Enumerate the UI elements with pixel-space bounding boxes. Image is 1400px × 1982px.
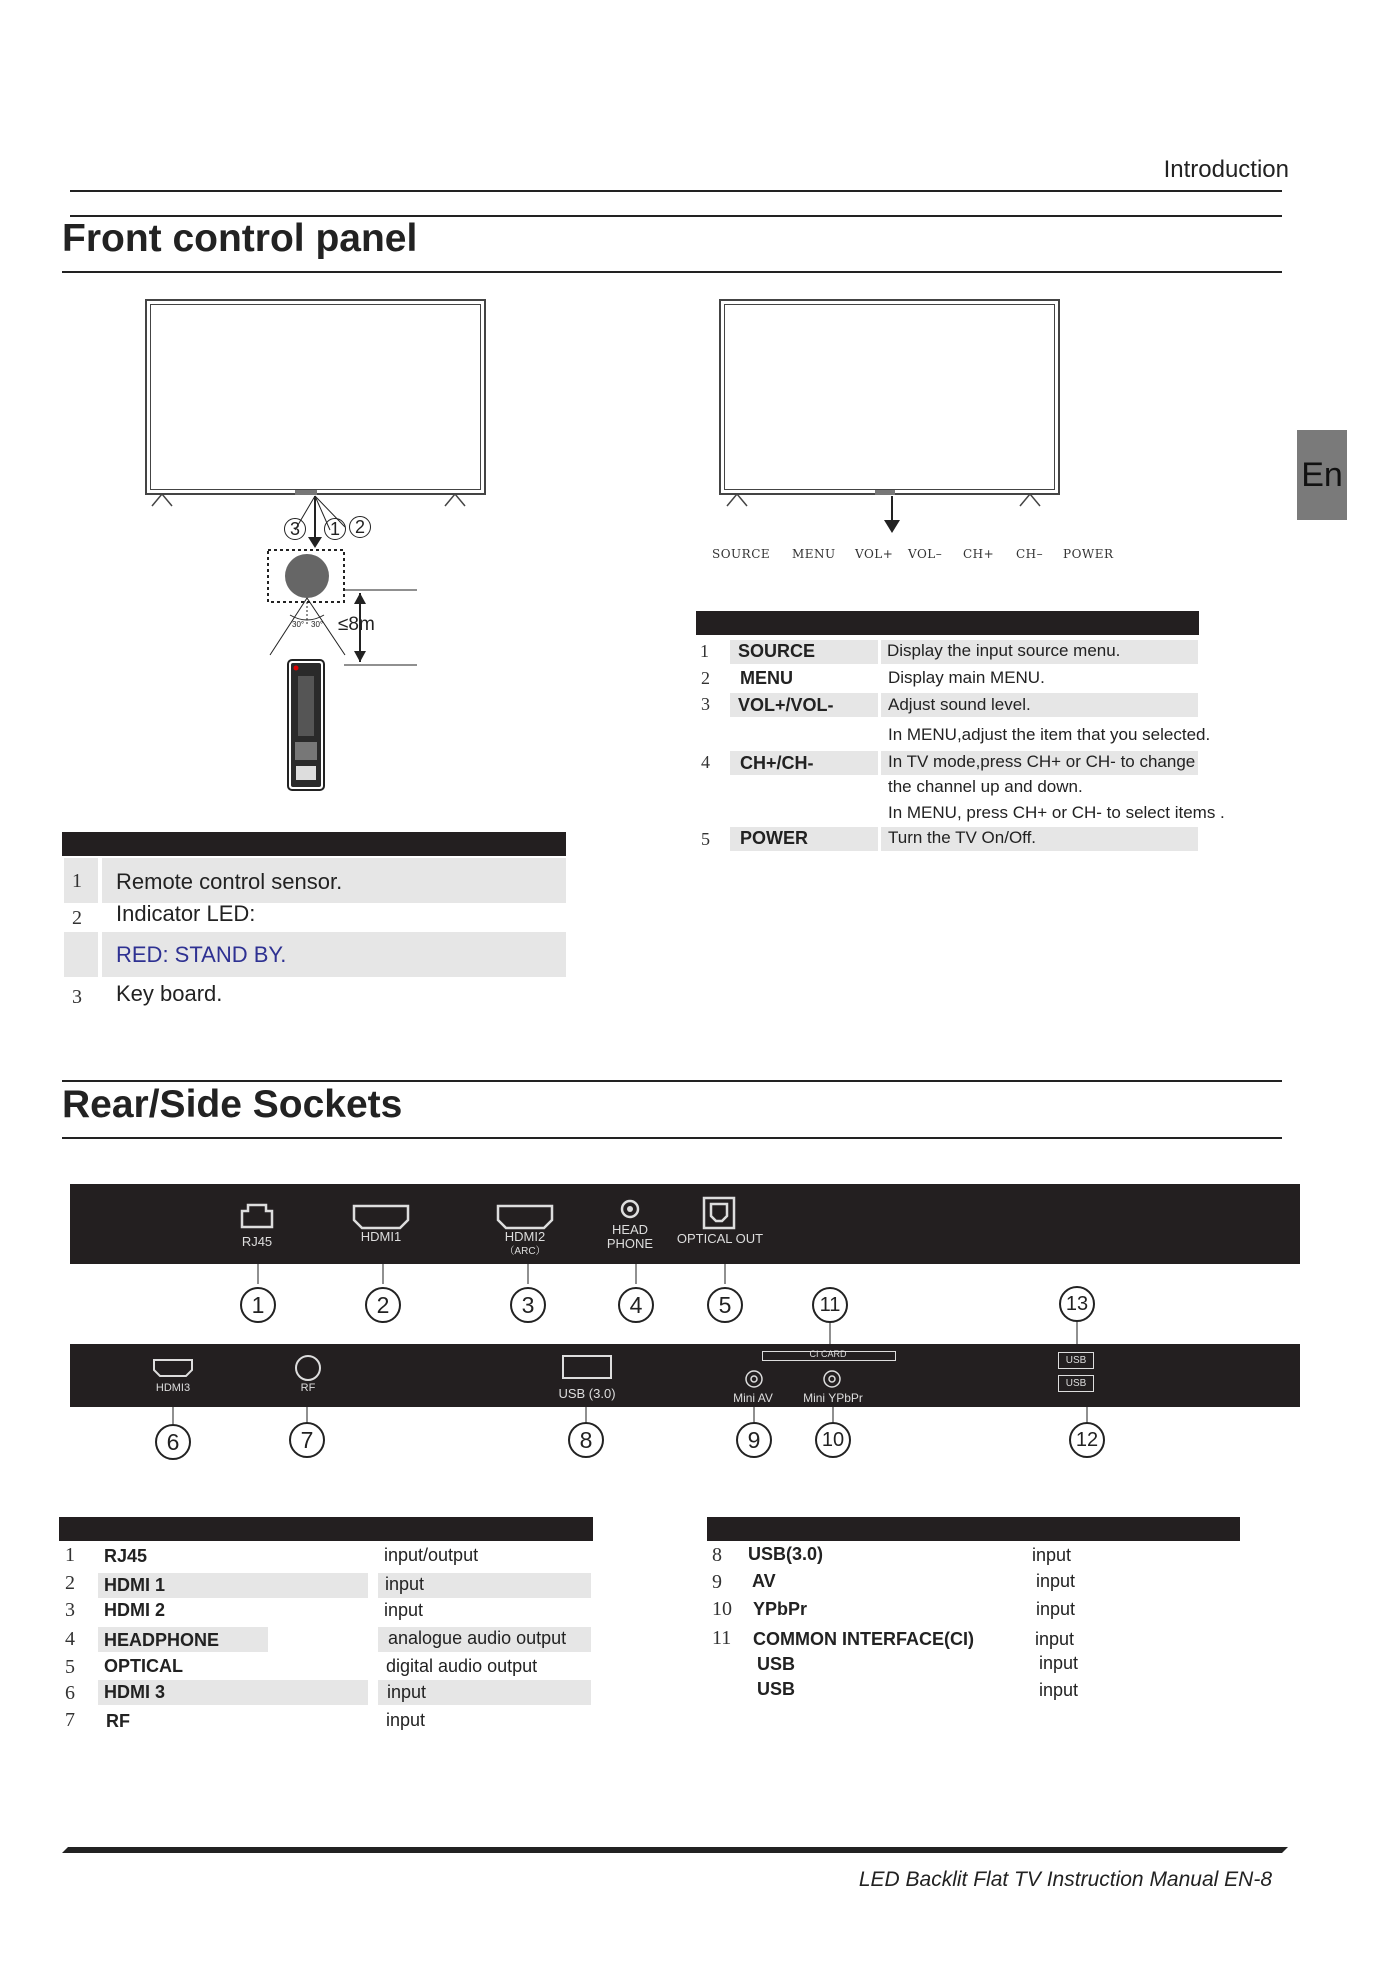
key-label-source: SOURCE: [712, 547, 771, 561]
socket-number-13: 13: [1059, 1286, 1095, 1322]
rear-top-port-panel: [70, 1184, 1300, 1264]
key-label-ch-up: CH+: [963, 547, 995, 561]
remote-sensor-diagram: [140, 490, 500, 800]
tv-front-illustration-left: [145, 299, 486, 495]
rf-port-icon: [294, 1354, 322, 1382]
keys-row-key: POWER: [740, 828, 809, 848]
language-tab: En: [1297, 430, 1347, 520]
callout-1: 1: [324, 518, 346, 540]
socket-row-name: RJ45: [104, 1546, 148, 1566]
socket-number-12: 12: [1069, 1422, 1105, 1458]
socket-number-11: 11: [812, 1287, 848, 1323]
keys-row-desc: Display main MENU.: [888, 668, 1045, 687]
callout-2: 2: [349, 516, 371, 538]
socket-row-type: input: [1032, 1545, 1072, 1565]
port-label-phone: PHONE: [606, 1236, 654, 1251]
keys-row-desc: the channel up and down.: [888, 777, 1083, 796]
socket-row-name: USB: [757, 1679, 796, 1699]
keys-row-num: 4: [701, 752, 710, 772]
socket-number-4: 4: [618, 1287, 654, 1323]
rear-title-rule-top: [62, 1080, 1282, 1082]
sensor-table-header: [62, 832, 566, 856]
socket-row-type: input: [1035, 1629, 1075, 1649]
sensor-row-num: 3: [72, 986, 82, 1008]
socket-number-6: 6: [155, 1424, 191, 1460]
port-label-rj45: RJ45: [241, 1234, 273, 1249]
hdmi1-port-icon: [352, 1204, 410, 1230]
keys-row-num: 1: [700, 641, 709, 661]
socket-number-7: 7: [289, 1422, 325, 1458]
keys-row-desc: In MENU, press CH+ or CH- to select items .: [888, 803, 1225, 822]
socket-row-type: input/output: [384, 1545, 479, 1565]
sensor-row-num: 2: [72, 907, 82, 929]
key-label-vol-up: VOL+: [855, 547, 894, 561]
socket-row-type: input: [385, 1574, 425, 1594]
socket-row-name: HEADPHONE: [104, 1630, 220, 1650]
socket-row-type: input: [1036, 1599, 1076, 1619]
port-label-mini-ypbpr: Mini YPbPr: [803, 1391, 863, 1405]
rear-sockets-title: Rear/Side Sockets: [62, 1083, 403, 1126]
socket-row-name: AV: [752, 1571, 776, 1591]
mini-av-port-icon: [743, 1368, 765, 1390]
headphone-jack-icon: [619, 1198, 641, 1220]
socket-row-num: 3: [65, 1599, 75, 1621]
socket-number-1: 1: [240, 1287, 276, 1323]
footer-title: LED Backlit Flat TV Instruction Manual EN-8: [858, 1868, 1272, 1891]
port-label-usb3: USB (3.0): [558, 1386, 616, 1401]
socket-number-8: 8: [568, 1422, 604, 1458]
keys-row-desc: Display the input source menu.: [887, 641, 1121, 660]
socket-row-name: HDMI 1: [104, 1575, 166, 1595]
keys-row-desc: In MENU,adjust the item that you selected.: [888, 725, 1211, 744]
socket-row-type: input: [1036, 1571, 1076, 1591]
sensor-row-text: Indicator LED:: [116, 901, 256, 926]
sockets-table-left-header: [59, 1517, 593, 1541]
indicator-red-standby: RED: STAND BY.: [116, 942, 287, 967]
header-section-label: Introduction: [1163, 156, 1289, 183]
rj45-port-icon: [240, 1201, 274, 1229]
port-label-rf: RF: [300, 1382, 316, 1394]
keys-row-key: MENU: [740, 668, 793, 688]
socket-row-name: YPbPr: [753, 1599, 808, 1619]
hdmi3-port-icon: [152, 1358, 194, 1378]
socket-row-name: HDMI 2: [104, 1600, 166, 1620]
socket-row-name: HDMI 3: [104, 1682, 166, 1702]
socket-row-type: analogue audio output: [388, 1628, 567, 1648]
socket-row-num: 9: [712, 1571, 722, 1593]
hdmi2-port-icon: [496, 1204, 554, 1230]
port-label-hdmi2: HDMI2: [504, 1229, 546, 1244]
key-label-menu: MENU: [792, 547, 836, 561]
port-label-hdmi2-arc: （ARC）: [504, 1246, 546, 1257]
socket-row-type: input: [386, 1710, 426, 1730]
keys-row-desc: In TV mode,press CH+ or CH- to change: [888, 752, 1196, 771]
socket-row-name: COMMON INTERFACE(CI): [753, 1629, 974, 1649]
port-label-head: HEAD: [611, 1222, 649, 1237]
socket-number-5: 5: [707, 1287, 743, 1323]
port-label-hdmi3: HDMI3: [155, 1382, 191, 1394]
keys-row-num: 2: [701, 668, 710, 688]
sensor-row-num: 1: [72, 870, 82, 892]
socket-row-num: 10: [712, 1598, 732, 1620]
keys-row-num: 3: [701, 694, 710, 714]
keys-row-num: 5: [701, 829, 710, 849]
port-label-mini-av: Mini AV: [733, 1391, 773, 1405]
usb-port-upper: USB: [1058, 1352, 1094, 1369]
socket-row-num: 5: [65, 1656, 75, 1678]
socket-row-type: input: [1039, 1680, 1079, 1700]
sensor-row-text: Key board.: [116, 981, 223, 1006]
front-panel-title: Front control panel: [62, 217, 418, 260]
socket-row-num: 4: [65, 1628, 75, 1650]
socket-number-9: 9: [736, 1422, 772, 1458]
footer-rule: [62, 1846, 1288, 1854]
socket-row-name: RF: [106, 1711, 130, 1731]
socket-row-type: input: [1039, 1653, 1079, 1673]
socket-row-num: 8: [712, 1544, 722, 1566]
socket-row-type: digital audio output: [386, 1656, 538, 1676]
rear-title-rule-bottom: [62, 1137, 1282, 1139]
sockets-table-right-header: [707, 1517, 1240, 1541]
key-label-vol-down: VOL–: [908, 547, 943, 561]
keyboard-pointer: [715, 490, 1075, 540]
tv-front-illustration-right: [719, 299, 1060, 495]
socket-row-num: 7: [65, 1709, 75, 1731]
keys-row-desc: Adjust sound level.: [888, 695, 1031, 714]
optical-out-port-icon: [702, 1196, 736, 1230]
port-label-hdmi1: HDMI1: [360, 1229, 402, 1244]
socket-row-name: USB: [757, 1654, 796, 1674]
socket-row-num: 2: [65, 1572, 75, 1594]
socket-row-name: OPTICAL: [104, 1656, 183, 1676]
socket-row-name: USB(3.0): [748, 1544, 824, 1564]
port-label-optical-out: OPTICAL OUT: [676, 1231, 764, 1246]
socket-row-num: 11: [712, 1627, 732, 1649]
angle-label-right: 30°: [311, 620, 324, 629]
port-label-ci-card: CI CARD: [809, 1349, 847, 1359]
sensor-row-text: Remote control sensor.: [116, 869, 343, 894]
usb-port-lower: USB: [1058, 1375, 1094, 1392]
keys-row-desc: Turn the TV On/Off.: [888, 828, 1037, 847]
keys-table-header: [696, 611, 1199, 635]
socket-row-num: 1: [65, 1544, 75, 1566]
keys-row-key: VOL+/VOL-: [738, 695, 834, 715]
distance-label: ≤8m: [338, 614, 375, 635]
header-divider: [70, 190, 1282, 192]
key-label-power: POWER: [1063, 547, 1114, 561]
socket-row-type: input: [384, 1600, 424, 1620]
rear-bottom-port-panel: [70, 1344, 1300, 1407]
keys-row-key: CH+/CH-: [740, 753, 814, 773]
title-rule-bottom: [62, 271, 1282, 273]
angle-label-left: 30°: [292, 620, 305, 629]
socket-number-2: 2: [365, 1287, 401, 1323]
key-label-ch-down: CH–: [1016, 547, 1044, 561]
socket-row-num: 6: [65, 1682, 75, 1704]
usb3-port-icon: [561, 1354, 613, 1380]
socket-number-3: 3: [510, 1287, 546, 1323]
socket-row-type: input: [387, 1682, 427, 1702]
socket-number-10: 10: [815, 1422, 851, 1458]
mini-ypbpr-port-icon: [821, 1368, 843, 1390]
callout-3: 3: [284, 518, 306, 540]
keys-row-key: SOURCE: [738, 641, 816, 661]
